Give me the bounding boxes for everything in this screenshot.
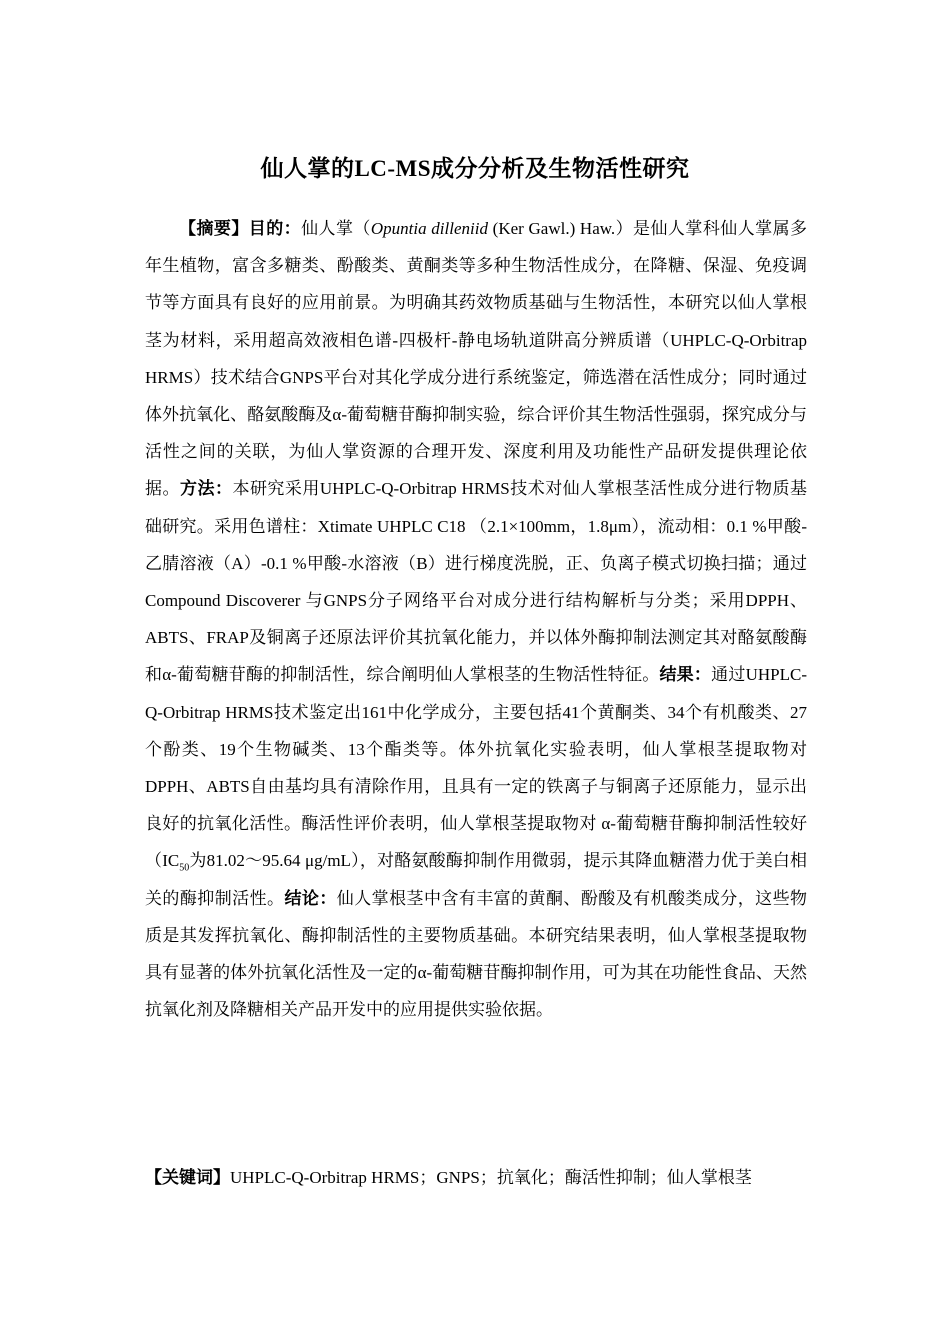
purpose-text-a: 仙人掌（ [301, 219, 371, 238]
keywords-paragraph [145, 1167, 807, 1189]
abstract-label: 【摘要】 [179, 219, 249, 238]
method-label: 方法： [179, 479, 233, 499]
abstract-paragraph [145, 210, 807, 1028]
result-text-b: 为81.02～95.64 μg/mL），对酪氨酸酶抑制作用微弱，提示其降血糖潜力优于美白相关的酶抑制活性。 [145, 851, 808, 908]
purpose-text-b: (Ker Gawl.) Haw.）是仙人掌科仙人掌属多年生植物，富含多糖类、酚酸类、黄酮类等多种生物活性成分，在降糖、保湿、免疫调节等方面具有良好的应用前景。为明确其药效物质基础与生物活性，本研究以仙人掌根茎为材料，采用超高效液相色谱-四极杆-静电场轨道阱高分辨质谱（UHPLC-Q-Orbitrap HRMS）技术结合GNPS平台对其化学成分进行系统鉴定，筛选潜在活性成分；同时通过体外抗氧化、酪氨酸酶及α-葡萄糖苷酶抑制实验，综合评价其生物活性强弱，探究成分与活性之间的关联，为仙人掌资源的合理开发、深度利用及功能性产品研发提供理论依据。 [145, 219, 808, 499]
keywords-label: 【关键词】 [145, 1168, 230, 1187]
result-label: 结果： [659, 665, 712, 685]
purpose-label: 目的： [248, 219, 302, 238]
conclusion-text: 仙人掌根茎中含有丰富的黄酮、酚酸及有机酸类成分，这些物质是其发挥抗氧化、酶抑制活性的主要物质基础。本研究结果表明，仙人掌根茎提取物具有显著的体外抗氧化活性及一定的α-葡萄糖苷酶抑制作用，可为其在功能性食品、天然抗氧化剂及降糖相关产品开发中的应用提供实验依据。 [145, 888, 808, 1020]
result-text-a: 通过UHPLC-Q-Orbitrap HRMS技术鉴定出161中化学成分，主要包括41个黄酮类、34个有机酸类、27个酚类、19个生物碱类、13个酯类等。体外抗氧化实验表明，仙人掌根茎提取物对DPPH、ABTS自由基均具有清除作用，且具有一定的铁离子与铜离子还原能力，显示出良好的抗氧化活性。酶活性评价表明，仙人掌根茎提取物对 α-葡萄糖苷酶抑制活性较好（IC [145, 665, 807, 871]
conclusion-label: 结论： [284, 888, 337, 908]
method-text: 本研究采用UHPLC-Q-Orbitrap HRMS技术对仙人掌根茎活性成分进行物质基础研究。采用色谱柱：Xtimate UHPLC C18 （2.1×100mm，1.8μm），流动相：0.1 %甲酸-乙腈溶液（A）-0.1 %甲酸-水溶液（B）进行梯度洗脱，正、负离子模式切换扫描；通过Compound Discoverer 与GNPS分子网络平台对成分进行结构解析与分类；采用DPPH、ABTS、FRAP及铜离子还原法评价其抗氧化能力，并以体外酶抑制法测定其对酪氨酸酶和α-葡萄糖苷酶的抑制活性，综合阐明仙人掌根茎的生物活性特征。 [145, 479, 808, 685]
paper-title: 仙人掌的LC-MS成分分析及生物活性研究 [260, 156, 690, 181]
species-name: Opuntia dilleniid [370, 219, 488, 238]
ic50-subscript: 50 [179, 862, 190, 874]
keywords-text: UHPLC-Q-Orbitrap HRMS；GNPS；抗氧化；酶活性抑制；仙人掌根茎 [230, 1168, 752, 1187]
